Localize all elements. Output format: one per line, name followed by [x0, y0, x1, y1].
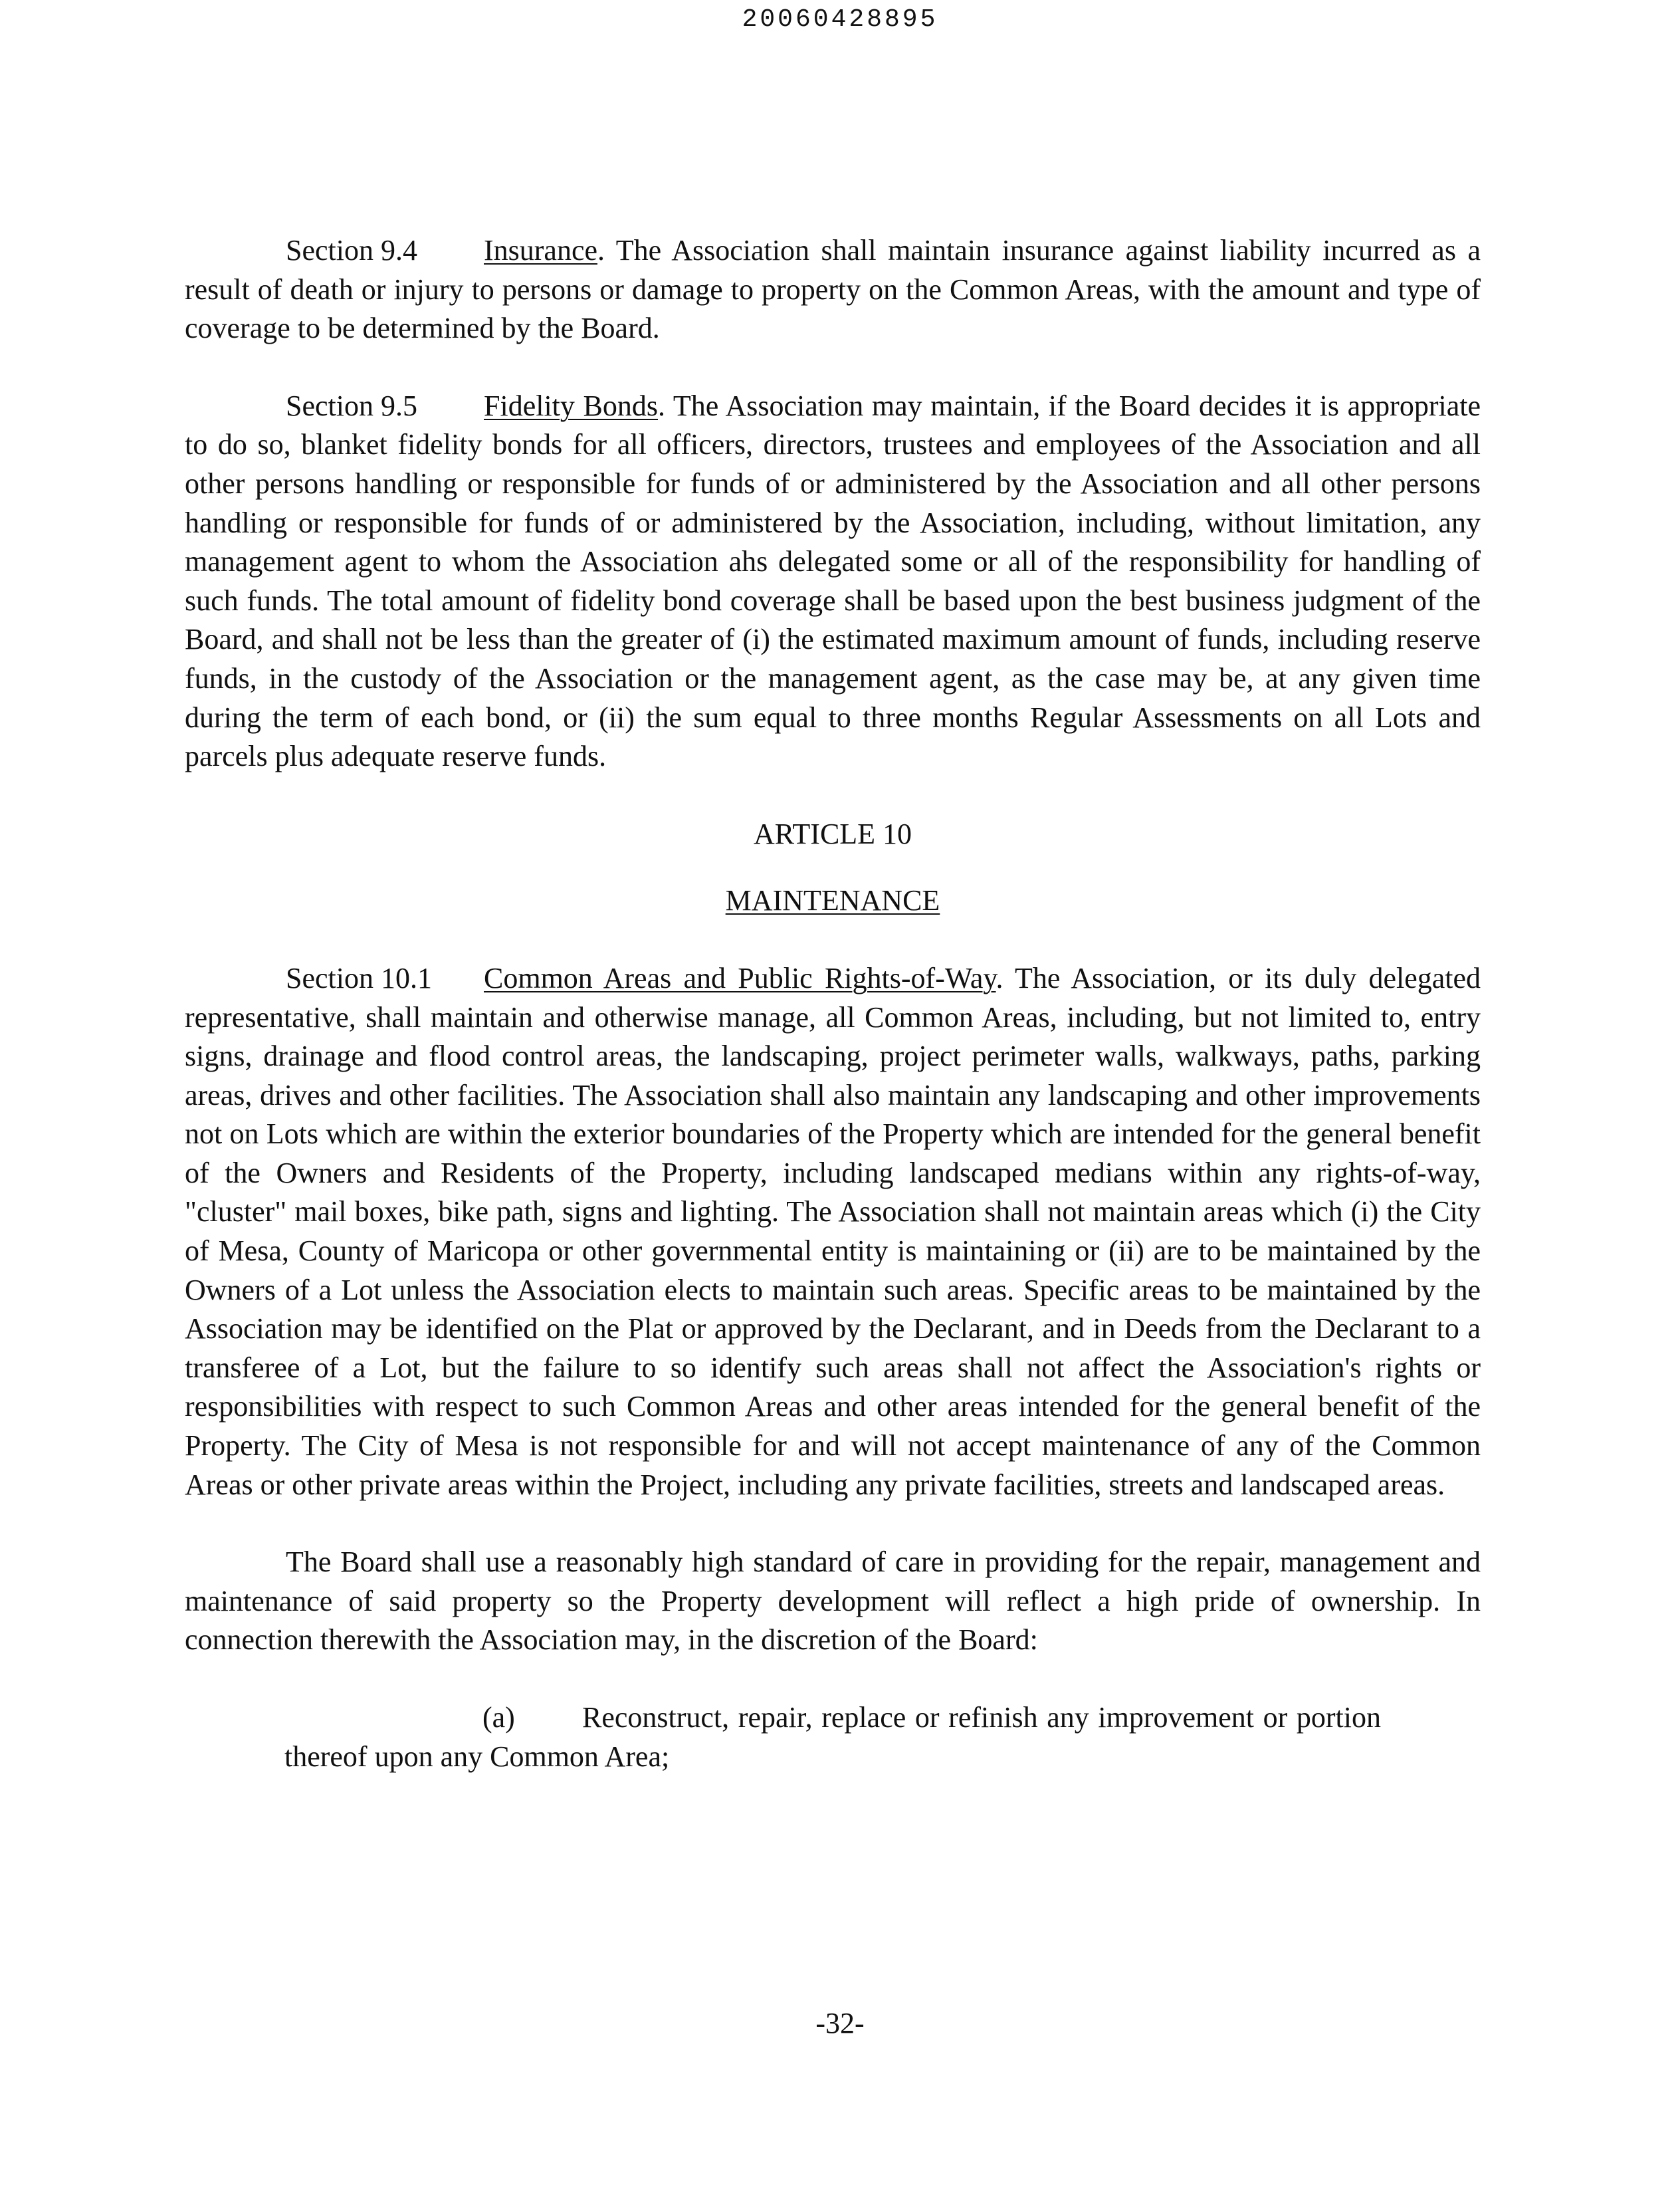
document-number: 20060428895 [742, 5, 938, 34]
section-title-punct: . [597, 234, 605, 267]
section-number: Section 9.5 [286, 389, 417, 422]
item-text: Reconstruct, repair, replace or refinish any improvement or portion thereof upon any Common Area; [284, 1701, 1381, 1773]
section-9-5 [185, 387, 1481, 776]
page-body [185, 231, 1481, 1776]
section-title: Fidelity Bonds [484, 389, 659, 422]
section-title: Insurance [484, 234, 598, 267]
section-text: The Association may maintain, if the Board decides it is appropriate to do so, blanket fidelity bonds for all officers, directors, trustees and employees of the Association and all other persons handling or responsible for funds of or administered by the Association and all other persons handling or responsible for funds of or administered by the Association, including, without limitation, any management agent to whom the Association ahs delegated some or all of the responsibility for handling of such funds. The total amount of fidelity bond coverage shall be based upon the best business judgment of the Board, and shall not be less than the greater of (i) the estimated maximum amount of funds, including reserve funds, in the custody of the Association or the management agent, as the case may be, at any given time during the term of each bond, or (ii) the sum equal to three months Regular Assessments on all Lots and parcels plus adequate reserve funds. [185, 389, 1481, 773]
section-text: The Association, or its duly delegated representative, shall maintain and otherwise manage, all Common Areas, including, but not limited to, entry signs, drainage and flood control areas, the landscaping, project perimeter walls, walkways, paths, parking areas, drives and other facilities. The Association shall also maintain any landscaping and other improvements not on Lots which are within the exterior boundaries of the Property which are intended for the general benefit of the Owners and Residents of the Property, including landscaped medians within any rights-of-way, "cluster" mail boxes, bike path, signs and lighting. The Association shall not maintain areas which (i) the City of Mesa, County of Maricopa or other governmental entity is maintaining or (ii) are to be maintained by the Owners of a Lot unless the Association elects to maintain such areas. Specific areas to be maintained by the Association may be identified on the Plat or approved by the Declarant, and in Deeds from the Declarant to a transferee of a Lot, but the failure to so identify such areas shall not affect the Association's rights or responsibilities with respect to such Common Areas and other areas intended for the general benefit of the Property. The City of Mesa is not responsible for and will not accept maintenance of any of the Common Areas or other private areas within the Project, including any private facilities, streets and landscaped areas. [185, 961, 1481, 1501]
board-paragraph: The Board shall use a reasonably high standard of care in providing for the repair, management and maintenance of said property so the Property development will reflect a high pride of ownership. In connection therewith the Association may, in the discretion of the Board: [185, 1546, 1481, 1657]
section-9-4 [185, 231, 1481, 348]
section-title-punct: . [658, 389, 666, 422]
section-number: Section 10.1 [286, 961, 432, 994]
section-title: Common Areas and Public Rights-of-Way [484, 961, 996, 994]
section-title-punct: . [996, 961, 1003, 994]
page-number: -32- [815, 2007, 865, 2039]
article-title [185, 881, 1481, 921]
article-title-text: MAINTENANCE [725, 884, 940, 917]
item-a [185, 1698, 1481, 1776]
section-number: Section 9.4 [286, 234, 417, 267]
item-label: (a) [482, 1701, 515, 1734]
section-text: The Association shall maintain insurance against liability incurred as a result of death or injury to persons or damage to property on the Common Areas, with the amount and type of coverage to be determined by the Board. [185, 234, 1481, 345]
article-heading: ARTICLE 10 [753, 817, 912, 850]
section-10-1 [185, 959, 1481, 1504]
